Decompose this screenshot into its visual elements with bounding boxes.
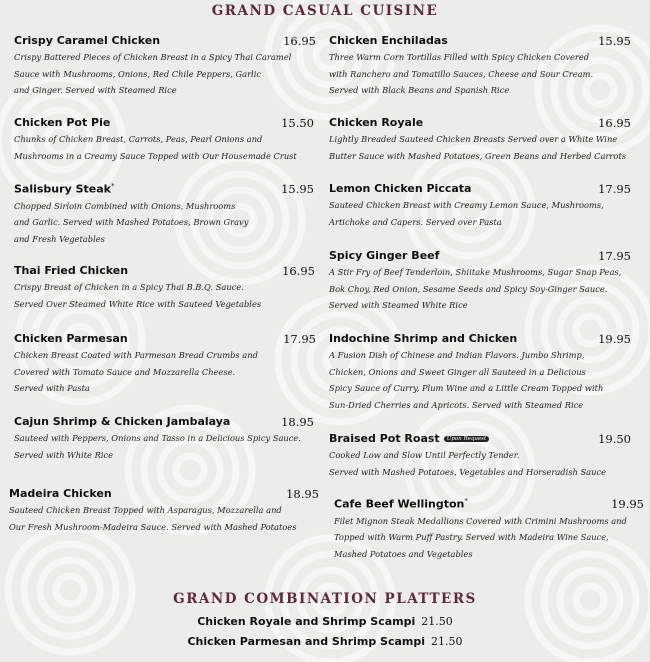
menu-item-name: Spicy Ginger Beef (329, 249, 440, 262)
menu-item-name: Crispy Caramel Chicken (14, 34, 161, 47)
menu-item-price: 19.95 (611, 497, 644, 511)
menu-item-name: Salisbury Steak* (14, 182, 115, 196)
menu-item-price: 18.95 (286, 487, 319, 501)
combo-item-price: 21.50 (421, 615, 453, 628)
menu-item-description: Three Warm Corn Tortillas Filled with Spicy Chicken Covered with Ranchero and Tomatillo Sauces, Cheese and Sour Cream. Served with Black Beans and Spanish Rice (329, 52, 594, 95)
menu-item-description: Filet Mignon Steak Medallions Covered with Crimini Mushrooms and Topped with Warm Puff Pastry. Served with Madeira Wine Sauce, Mashed Potatoes and Vegetables (334, 515, 627, 559)
menu-item-price: 16.95 (283, 34, 316, 48)
menu-item-name: Chicken Parmesan (14, 332, 128, 345)
menu-item-price: 19.95 (598, 332, 631, 346)
menu-item-name: Thai Fried Chicken (14, 264, 129, 277)
menu-item-description: Cooked Low and Slow Until Perfectly Tender. Served with Mashed Potatoes, Vegetables and Horseradish Sauce (329, 450, 607, 477)
menu-item (329, 34, 631, 99)
menu-item (334, 497, 644, 562)
menu-item-description: A Fusion Dish of Chinese and Indian Flavors. Jumbo Shrimp, Chicken, Onions and Sweet Ginger all Sauteed in a Delicious Spicy Sauce of Curry, Plum Wine and a Little Cream Topped with Sun-Dried Cherries and Apricots. Served with Steamed Rice (329, 350, 604, 410)
menu-item-description: Chopped Sirloin Combined with Onions, Mushrooms and Garlic. Served with Mashed Potatoes, Brown Gravy and Fresh Vegetables (14, 200, 249, 244)
menu-item-price: 17.95 (598, 182, 631, 196)
combo-item-price: 21.50 (431, 635, 463, 648)
menu-item-description: Sauteed Chicken Breast Topped with Asparagus, Mozzarella and Our Fresh Mushroom-Madeira Sauce. Served with Mashed Potatoes (9, 505, 297, 532)
menu-item-price: 17.95 (598, 249, 631, 263)
menu-item-price: 16.95 (598, 116, 631, 130)
menu-item-price: 19.50 (598, 432, 631, 446)
menu-item-name: Madeira Chicken (9, 487, 112, 500)
menu-item-price: 17.95 (283, 332, 316, 346)
combo-item-name: Chicken Parmesan and Shrimp Scampi (187, 635, 426, 648)
menu-item (329, 116, 631, 164)
menu-item-name: Lemon Chicken Piccata (329, 182, 472, 195)
menu-item-description: Crispy Battered Pieces of Chicken Breast in a Spicy Thai Caramel Sauce with Mushrooms, Onions, Red Chile Peppers, Garlic and Ginger. Served with Steamed Rice (14, 52, 292, 95)
combo-item-name: Chicken Royale and Shrimp Scampi (197, 615, 416, 628)
menu-item-description: Chunks of Chicken Breast, Carrots, Peas, Pearl Onions and Mushrooms in a Creamy Sauce Topped with Our Housemade Crust (14, 134, 297, 161)
menu-item-name: Cajun Shrimp & Chicken Jambalaya (14, 415, 231, 428)
menu-item (14, 332, 316, 397)
menu-item-price: 15.95 (598, 34, 631, 48)
menu-item-price: 15.95 (281, 182, 314, 196)
menu-item (14, 182, 314, 247)
menu-item (329, 332, 631, 413)
menu-item-name: Chicken Royale (329, 116, 424, 129)
combo-section-title: GRAND COMBINATION PLATTERS (173, 591, 477, 607)
menu-item-description: Crispy Breast of Chicken in a Spicy Thai B.B.Q. Sauce. Served Over Steamed White Rice with Sauteed Vegetables (14, 282, 262, 309)
menu-item-name: Cafe Beef Wellington* (334, 497, 468, 511)
menu-item-name: Chicken Pot Pie (14, 116, 111, 129)
menu-item (14, 264, 315, 312)
menu-item (329, 182, 631, 230)
upon-request-badge: Upon Request (444, 436, 490, 442)
menu-item-description: A Stir Fry of Beef Tenderloin, Shiitake Mushrooms, Sugar Snap Peas, Bok Choy, Red Onion, Sesame Seeds and Spicy Soy-Ginger Sauce. Served with Steamed White Rice (329, 267, 622, 310)
menu-item-name: Braised Pot Roast Upon Request (329, 432, 631, 445)
combo-item (0, 635, 650, 648)
menu-item-description: Lightly Breaded Sauteed Chicken Breasts Served over a White Wine Butter Sauce with Mashed Potatoes, Green Beans and Herbed Carrots (329, 134, 626, 161)
menu-item (329, 249, 631, 314)
menu-item-name: Indochine Shrimp and Chicken (329, 332, 518, 345)
menu-item-name: Chicken Enchiladas (329, 34, 448, 47)
menu-item (14, 116, 314, 164)
menu-item (329, 432, 631, 480)
menu-item-description: Sauteed with Peppers, Onions and Tasso in a Delicious Spicy Sauce. Served with White Rice (14, 433, 301, 460)
combo-item (0, 615, 650, 628)
menu-item (14, 34, 316, 99)
menu-item (14, 415, 314, 463)
menu-item-price: 16.95 (282, 264, 315, 278)
menu-item-price: 18.95 (281, 415, 314, 429)
menu-item-description: Chicken Breast Coated with Parmesan Bread Crumbs and Covered with Tomato Sauce and Mozzarella Cheese. Served with Pasta (14, 350, 258, 393)
menu-item-price: 15.50 (281, 116, 314, 130)
menu-item-description: Sauteed Chicken Breast with Creamy Lemon Sauce, Mushrooms, Artichoke and Capers. Served over Pasta (329, 200, 604, 227)
menu-section-title: GRAND CASUAL CUISINE (211, 3, 439, 19)
menu-item (9, 487, 319, 535)
